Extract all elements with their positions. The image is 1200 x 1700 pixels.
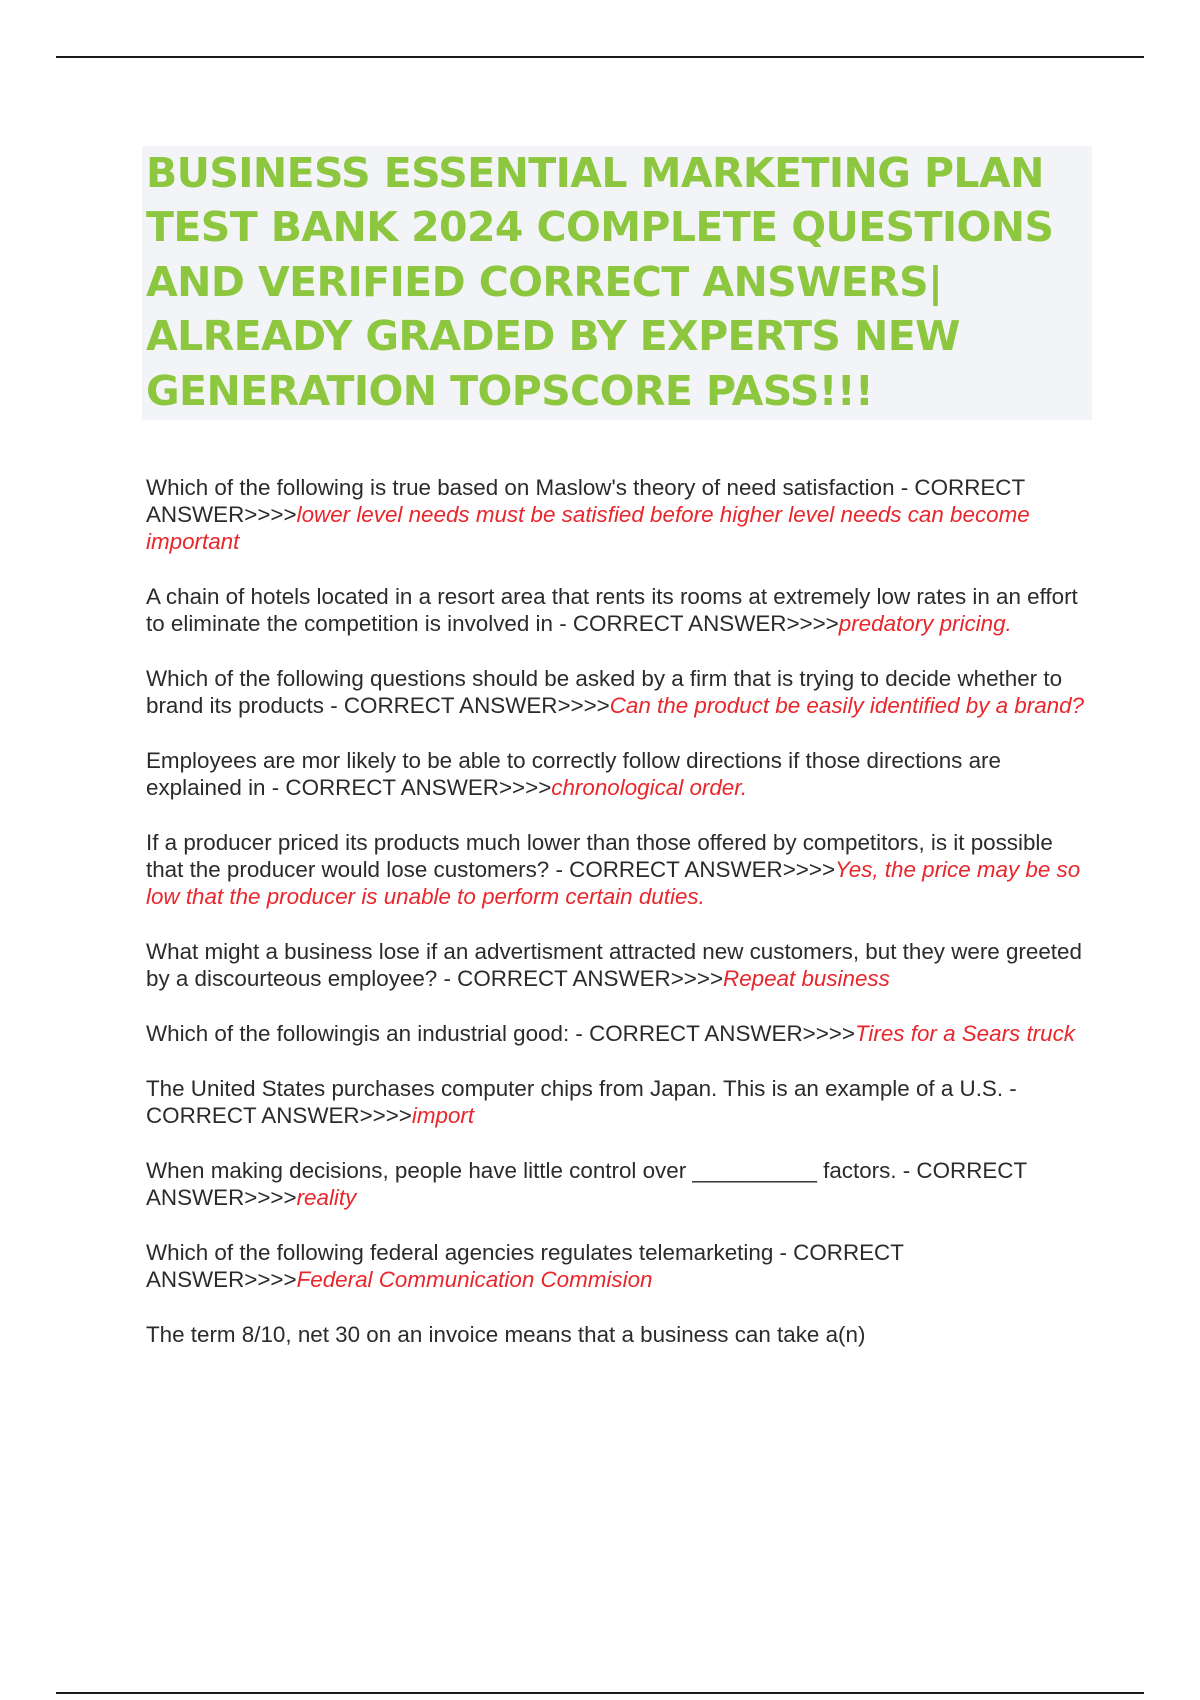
answer-text: Yes, the price may be so low that the producer is unable to perform certain duties. <box>146 857 1081 909</box>
question-text: When making decisions, people have little control over __________ factors. - CORRECT ANSWER>>>> <box>146 1158 1027 1210</box>
qa-item <box>146 583 1096 637</box>
question-text: If a producer priced its products much lower than those offered by competitors, is it possible that the producer would lose customers? - CORRECT ANSWER>>>> <box>146 830 1053 882</box>
question-text: Which of the following is true based on Maslow's theory of need satisfaction - CORRECT ANSWER>>>> <box>146 475 1025 527</box>
qa-item <box>146 1020 1096 1047</box>
answer-text: reality <box>296 1185 357 1210</box>
qa-item <box>146 829 1096 910</box>
question-text: Which of the followingis an industrial good: - CORRECT ANSWER>>>> <box>146 1021 855 1046</box>
question-text: Which of the following questions should be asked by a firm that is trying to decide whether to brand its products - CORRECT ANSWER>>>> <box>146 666 1063 718</box>
qa-item <box>146 474 1096 555</box>
question-text: The United States purchases computer chips from Japan. This is an example of a U.S. - CORRECT ANSWER>>>> <box>146 1076 1017 1128</box>
answer-text: Can the product be easily identified by a brand? <box>609 693 1084 718</box>
question-text: Which of the following federal agencies regulates telemarketing - CORRECT ANSWER>>>> <box>146 1240 904 1292</box>
qa-item <box>146 1321 1096 1348</box>
top-rule <box>56 56 1144 58</box>
qa-item <box>146 747 1096 801</box>
answer-text: import <box>411 1103 475 1128</box>
document-title: BUSINESS ESSENTIAL MARKETING PLAN TEST BANK 2024 COMPLETE QUESTIONS AND VERIFIED CORRECT ANSWERS| ALREADY GRADED BY EXPERTS NEW GENERATION TOPSCORE PASS!!! <box>146 149 1054 415</box>
qa-item <box>146 938 1096 992</box>
answer-text: Tires for a Sears truck <box>854 1021 1075 1046</box>
question-text: Employees are mor likely to be able to correctly follow directions if those directions are explained in - CORRECT ANSWER>>>> <box>146 748 1001 800</box>
question-text: A chain of hotels located in a resort area that rents its rooms at extremely low rates in an effort to eliminate the competition is involved in - CORRECT ANSWER>>>> <box>146 584 1078 636</box>
qa-item <box>146 665 1096 719</box>
qa-list <box>146 474 1096 1376</box>
title-block <box>142 146 1092 420</box>
question-text: The term 8/10, net 30 on an invoice means that a business can take a(n) <box>146 1322 866 1347</box>
answer-text: Federal Communication Commision <box>296 1267 653 1292</box>
answer-text: lower level needs must be satisfied before higher level needs can become important <box>146 502 1030 554</box>
answer-text: chronological order. <box>551 775 748 800</box>
qa-item <box>146 1239 1096 1293</box>
answer-text: predatory pricing. <box>838 611 1012 636</box>
answer-text: Repeat business <box>723 966 890 991</box>
bottom-rule <box>56 1692 1144 1694</box>
qa-item <box>146 1075 1096 1129</box>
qa-item <box>146 1157 1096 1211</box>
question-text: What might a business lose if an advertisment attracted new customers, but they were greeted by a discourteous employee? - CORRECT ANSWER>>>> <box>146 939 1082 991</box>
